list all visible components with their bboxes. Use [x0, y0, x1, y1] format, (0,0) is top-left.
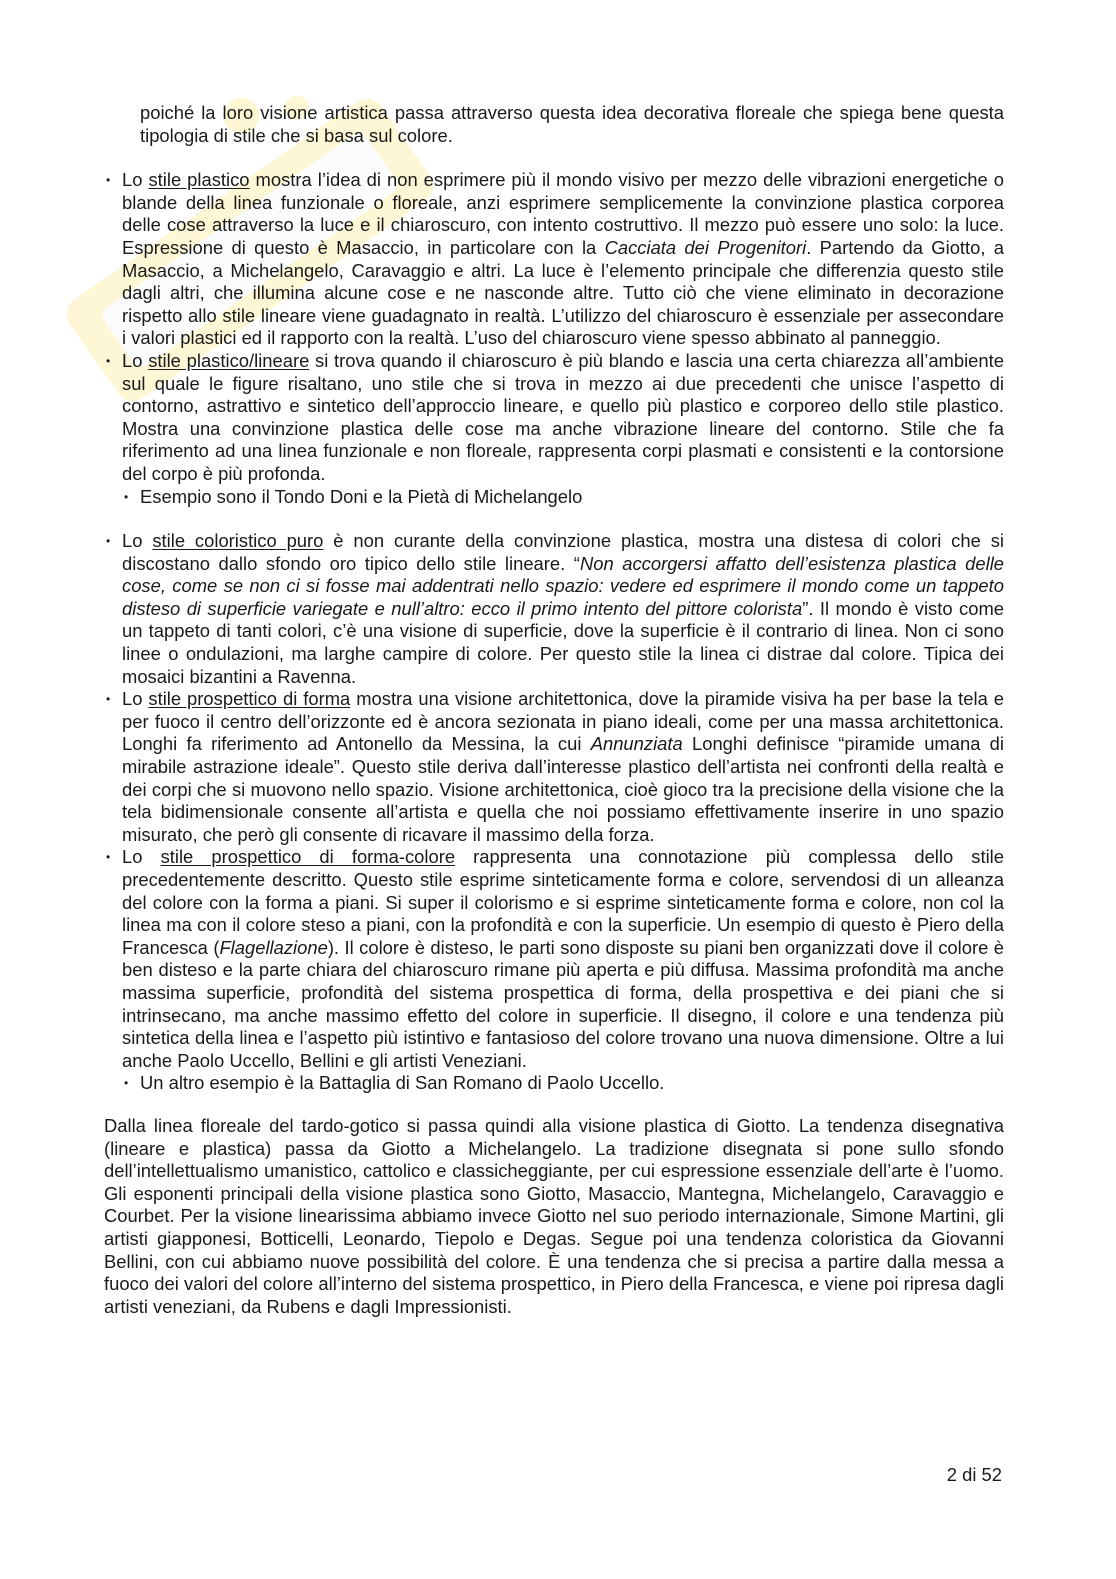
term-stile-plastico: stile plastico [148, 169, 250, 191]
list-item-stile-plastico: • Lo stile plastico mostra l’idea di non esprimere più il mondo visivo per mezzo delle vibrazioni energetiche o blande della linea funzionale o floreale, anzi esprimere semplicemente la convinzione plastica corporea delle cose attraverso la luce e il chiaroscuro, con intento costruttivo. Il mezzo può essere uno solo: la luce. Espressione di questo è Masaccio, in particolare con la Cacciata dei Progenitori. Partendo da Giotto, a Masaccio, a Michelangelo, Caravaggio e altri. La luce è l’elemento principale che differenzia questo stile dagli altri, che illumina alcune cose e ne nasconde altre. Tutto ciò che viene eliminato in decorazione rispetto allo stile lineare viene guadagnato in realtà. L’utilizzo del chiaroscuro è essenziale per assecondare i valori plastici ed il rapporto con la realtà. L’uso del chiaroscuro viene spesso abbinato al panneggio. [104, 169, 1004, 350]
term-stile-plastico-lineare: stile plastico/lineare [148, 349, 310, 371]
work-title: Flagellazione [219, 936, 328, 958]
sub-list-item: • Un altro esempio è la Battaglia di San Romano di Paolo Uccello. [122, 1072, 1004, 1095]
list-item-stile-plastico-lineare: • Lo stile plastico/lineare si trova quando il chiaroscuro è più blando e lascia una certa chiarezza all’ambiente sul quale le figure risaltano, uno stile che si trova in mezzo ai due precedenti che unisce l’aspetto di contorno, astrattivo e sintetico dell’approccio lineare, e quello più plastico e corporeo dello stile plastico. Mostra una convinzione plastica delle cose ma anche vibrazione lineare del contorno. Stile che fa riferimento ad una linea funzionale e non floreale, rappresenta corpi plasmati e consistenti e la contorsione del corpo è più profonda. • Esempio sono il Tondo Doni e la Pietà di Michelangelo [104, 350, 1004, 508]
page-number: 2 di 52 [946, 1464, 1002, 1485]
term-stile-coloristico-puro: stile coloristico puro [152, 530, 324, 552]
document-body [104, 102, 1004, 1318]
list-item-stile-prospettico-forma: • Lo stile prospettico di forma mostra una visione architettonica, dove la piramide visiva ha per base la tela e per fuoco il centro dell’orizzonte ed è ancora sezionata in piano ideali, come per una massa architettonica. Longhi fa riferimento ad Antonello da Messina, la cui Annunziata Longhi definisce “piramide umana di mirabile astrazione ideale”. Questo stile deriva dall’interesse plastico dell’artista nei confronti della realtà e dei corpi che si muovono nello spazio. Visione architettonica, cioè gioco tra la precisione della visione che la tela bidimensionale consente all’artista e quella che noi possiamo effettivamente inserire in uno spazio misurato, che però gli consente di ricavare il massimo della forza. [104, 688, 1004, 846]
list-item-stile-prospettico-forma-colore: • Lo stile prospettico di forma-colore rappresenta una connotazione più complessa dello stile precedentemente descritto. Questo stile esprime sinteticamente forma e colore, servendosi di un alleanza del colore con la forma a piani. Si super il colorismo e si esprime sinteticamente forma e colore, non col la linea ma con il colore steso a piani, con la profondità e con la superficie. Un esempio di questo è Piero della Francesca (Flagellazione). Il colore è disteso, le parti sono disposte su piani ben organizzati dove il colore è ben disteso e la parte chiara del chiaroscuro rimane più aperta e più diffusa. Massima profondità ma anche massima superficie, profondità del sistema prospettica di forma, della prospettiva e dei piani che si intrinsecano, ma anche massimo effetto del colore in superficie. Il disegno, il colore e una tendenza più sintetica della linea e l’aspetto più istintivo e fantasioso del colore trovano una nuova dimensione. Oltre a lui anche Paolo Uccello, Bellini e gli artisti Veneziani. • Un altro esempio è la Battaglia di San Romano di Paolo Uccello. [104, 846, 1004, 1095]
term-stile-prospettico-forma: stile prospettico di forma [148, 688, 351, 710]
work-title: Annunziata [590, 733, 683, 755]
intro-paragraph: poiché la loro visione artistica passa attraverso questa idea decorativa floreale che spiega bene questa tipologia di stile che si basa sul colore. [140, 102, 1004, 146]
closing-paragraph: Dalla linea floreale del tardo-gotico si passa quindi alla visione plastica di Giotto. La tendenza disegnativa (lineare e plastica) passa da Giotto a Michelangelo. La tradizione disegnata si pone sullo sfondo dell’intellettualismo umanistico, cattolico e classicheggiante, per cui espressione essenziale dell’arte è l’uomo. Gli esponenti principali della visione plastica sono Giotto, Masaccio, Mantegna, Michelangelo, Caravaggio e Courbet. Per la visione linearissima abbiamo invece Giotto nel suo periodo internazionale, Simone Martini, gli artisti giapponesi, Botticelli, Leonardo, Tiepolo e Degas. Segue poi una tendenza coloristica da Giovanni Bellini, con cui abbiamo nuove possibilità del colore. È una tendenza che si precisa a partire dalla messa a fuoco dei valori del colore all’interno del sistema prospettico, in Piero della Francesca, e viene poi ripresa dagli artisti veneziani, da Rubens e dagli Impressionisti. [104, 1114, 1004, 1317]
sub-list [122, 1072, 1004, 1095]
term-stile-prospettico-forma-colore: stile prospettico di forma-colore [160, 846, 456, 868]
style-list-a [104, 169, 1004, 508]
sub-list-item: • Esempio sono il Tondo Doni e la Pietà di Michelangelo [122, 486, 1004, 509]
style-list-b [104, 530, 1004, 1095]
work-title: Cacciata dei Progenitori [604, 236, 807, 258]
sub-list [122, 486, 1004, 509]
quote-italic: Non accorgersi affatto dell’esistenza plastica delle cose, come se non ci si fosse mai addentrati nello spazio: vedere ed esprimere il mondo come un tappeto disteso di superficie variegate e null’altro: ecco il primo intento del pittore colorista [122, 552, 1005, 619]
list-item-stile-coloristico-puro: • Lo stile coloristico puro è non curante della convinzione plastica, mostra una distesa di colori che si discostano dallo sfondo oro tipico dello stile lineare. “Non accorgersi affatto dell’esistenza plastica delle cose, come se non ci si fosse mai addentrati nello spazio: vedere ed esprimere il mondo come un tappeto disteso di superficie variegate e null’altro: ecco il primo intento del pittore colorista”. Il mondo è visto come un tappeto di tanti colori, c’è una visione di superficie, dove la superficie è il contrario di linea. Non ci sono linee o ondulazioni, ma larghe campire di colore. Per questo stile la linea ci distrae dal colore. Tipica dei mosaici bizantini a Ravenna. [104, 530, 1004, 688]
